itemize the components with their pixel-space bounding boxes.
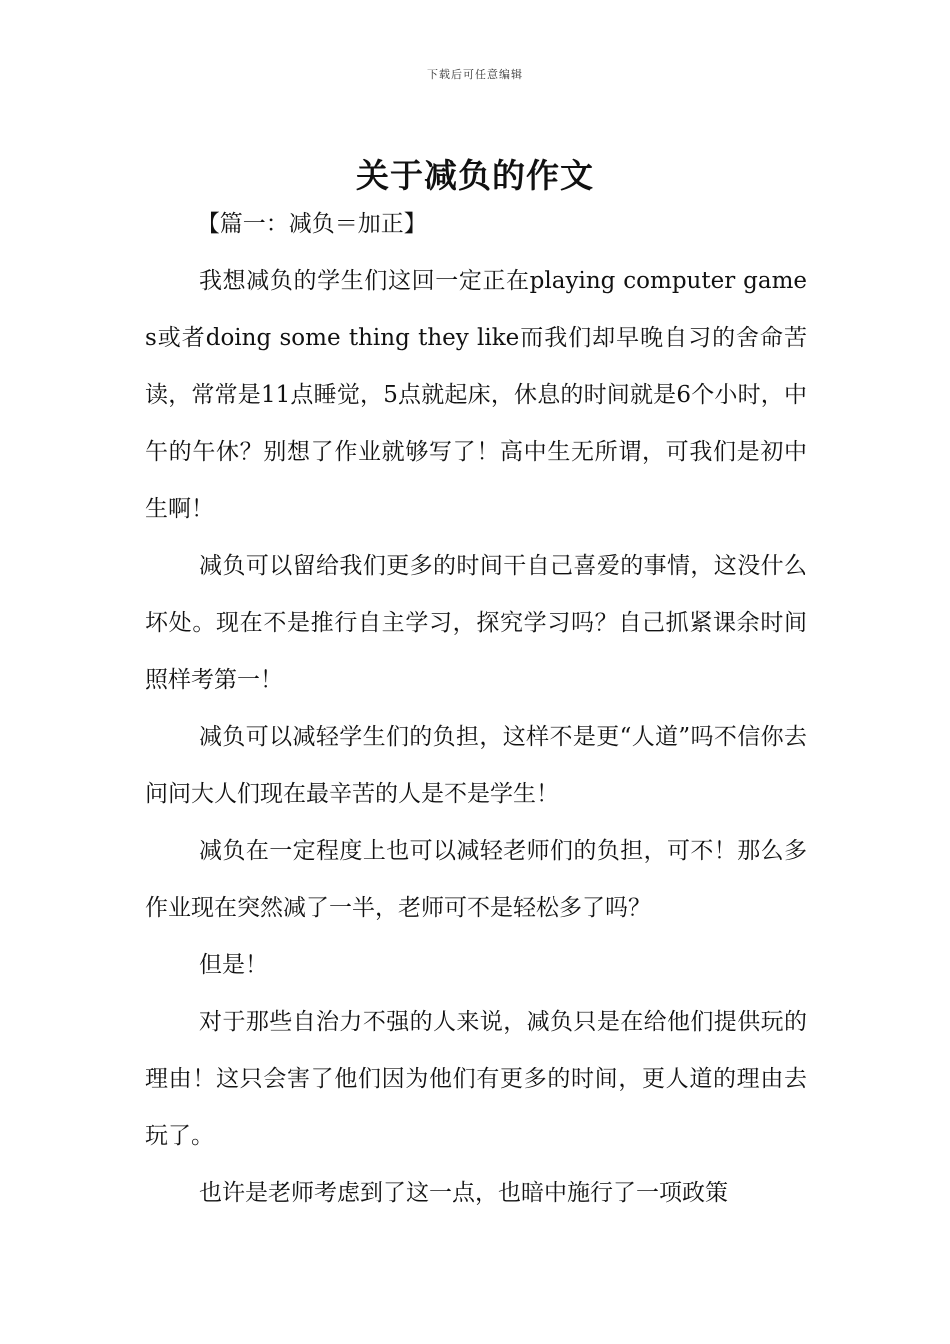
document-body <box>145 196 807 1222</box>
paragraph: 减负可以留给我们更多的时间干自己喜爱的事情，这没什么坏处。现在不是推行自主学习，探究学习吗？自己抓紧课余时间照样考第一！ <box>145 553 807 693</box>
paragraph: 减负在一定程度上也可以减轻老师们的负担，可不！那么多作业现在突然减了一半，老师可不是轻松多了吗？ <box>145 838 807 921</box>
section-heading: 【篇一：减负＝加正】 <box>196 211 427 237</box>
header-note: 下载后可任意编辑 <box>427 68 523 81</box>
paragraph: 减负可以减轻学生们的负担，这样不是更“人道”吗不信你去问问大人们现在最辛苦的人是不是学生！ <box>145 724 807 807</box>
paragraph: 也许是老师考虑到了这一点，也暗中施行了一项政策 <box>199 1180 729 1206</box>
paragraph: 我想减负的学生们这回一定正在playing computer games或者doing some thing they like而我们却早晚自习的舍命苦读，常常是11点睡觉，5点就起床，休息的时间就是6个小时，中午的午休？别想了作业就够写了！高中生无所谓，可我们是初中生啊！ <box>145 268 807 522</box>
paragraph: 对于那些自治力不强的人来说，减负只是在给他们提供玩的理由！这只会害了他们因为他们有更多的时间，更人道的理由去玩了。 <box>145 1009 807 1149</box>
paragraph: 但是！ <box>199 952 269 978</box>
document-title: 关于减负的作文 <box>356 156 594 196</box>
